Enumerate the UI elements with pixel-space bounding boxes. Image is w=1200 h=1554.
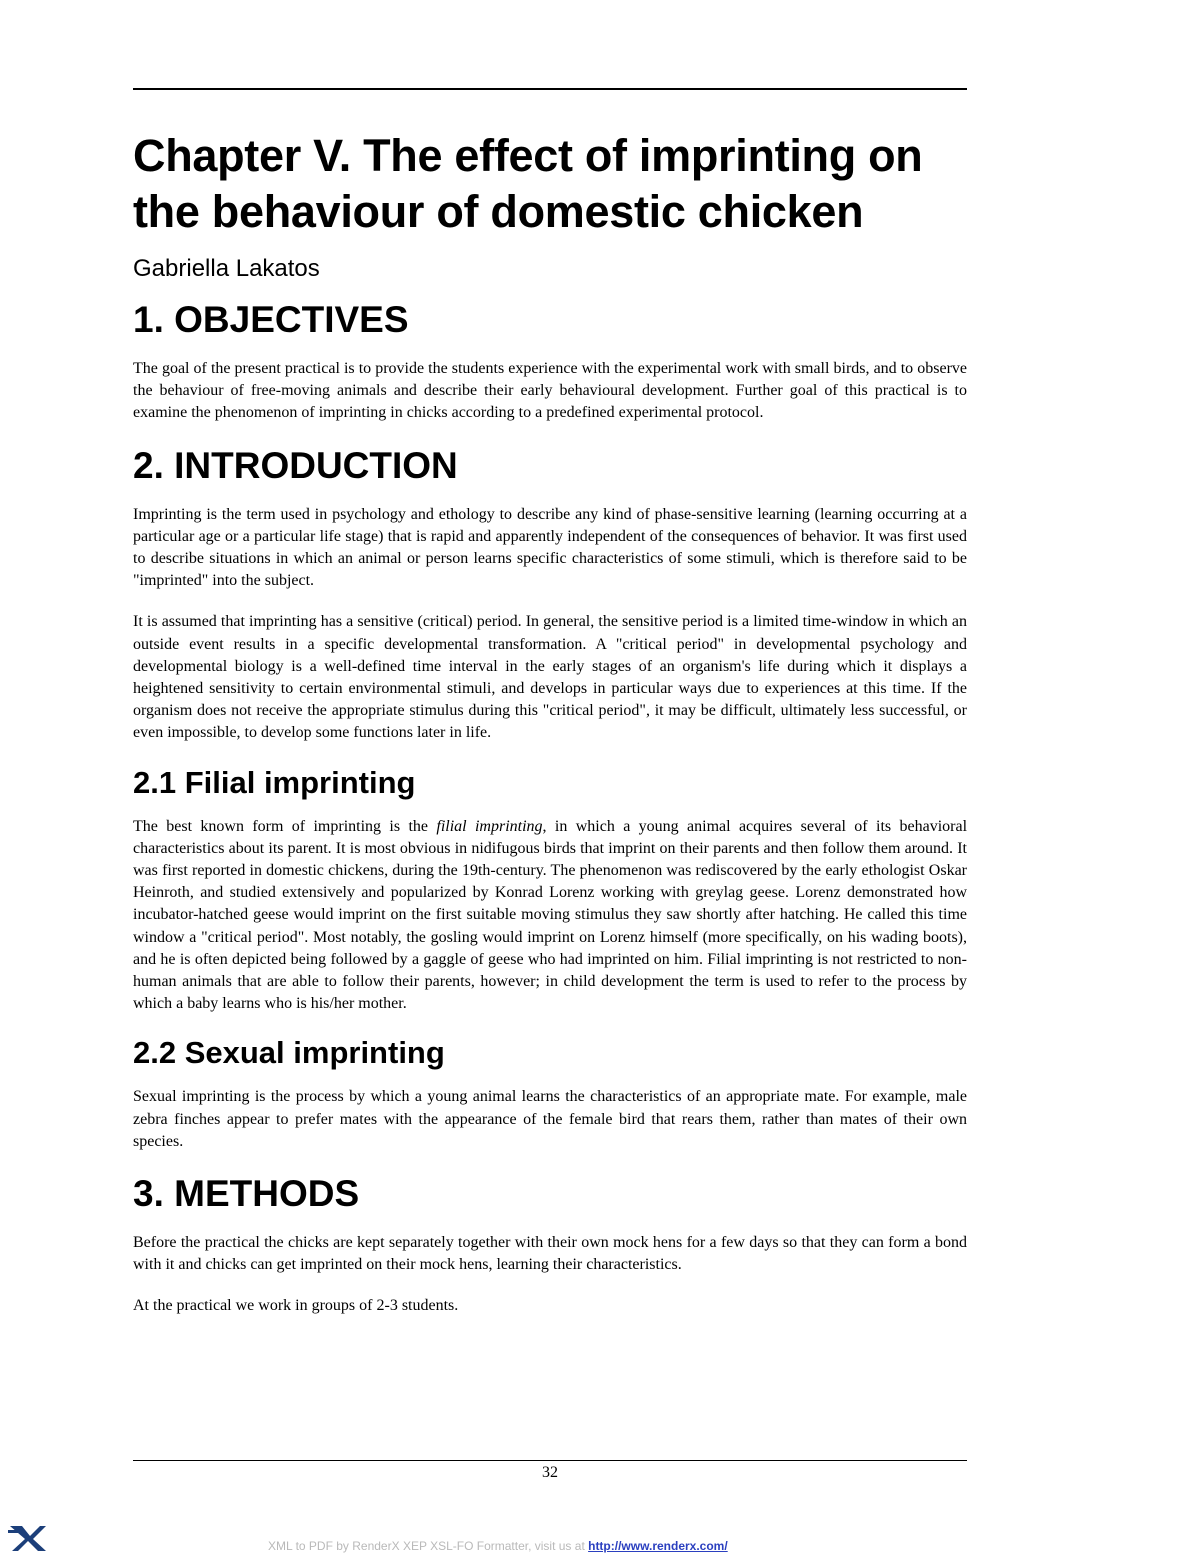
section-methods (133, 1172, 967, 1318)
page-number: 32 (542, 1464, 558, 1481)
paragraph: At the practical we work in groups of 2-3 students. (133, 1297, 459, 1315)
page-content (133, 128, 967, 1337)
text-run: The best known form of imprinting is the (133, 817, 437, 835)
text-run: , in which a young animal acquires several of its behavioral characteristics about its parent. It is most obvious in nidifugous birds that imprint on their parents and then follow them around. It was first reported in domestic chickens, during the 19th-century. The phenomenon was rediscovered by the early ethologist Oskar Heinroth, and studied extensively and popularized by Konrad Lorenz working with greylag geese. Lorenz demonstrated how incubator-hatched geese would imprint on the first suitable moving stimulus they saw shortly after hatching. He called this time window a "critical period". Most notably, the gosling would imprint on Lorenz himself (more specifically, on his wading boots), and he is often depicted being followed by a gaggle of geese who had imprinted on him. Filial imprinting is not restricted to non-human animals that are able to follow their parents, however; in child development the term is used to refer to the process by which a baby learns who is his/her mother. (133, 817, 968, 1013)
paragraph (133, 816, 967, 1016)
chapter-title: Chapter V. The effect of imprinting on the behaviour of domestic chicken (133, 130, 923, 237)
author-name: Gabriella Lakatos (133, 255, 320, 282)
paragraph: Imprinting is the term used in psychology and ethology to describe any kind of phase-sensitive learning (learning occurring at a particular age or a particular life stage) that is rapid and apparently independent of the consequences of behavior. It was first used to describe situations in which an animal or person learns specific characteristics of some stimuli, which is therefore said to be "imprinted" into the subject. (133, 505, 967, 590)
section-filial-imprinting (133, 764, 967, 1016)
paragraph: Sexual imprinting is the process by which a young animal learns the characteristics of an appropriate mate. For example, male zebra finches appear to prefer mates with the appearance of the female bird that rears them, rather than mates of their own species. (133, 1088, 967, 1150)
section-sexual-imprinting (133, 1034, 967, 1153)
footer-rule (133, 1460, 967, 1461)
section-heading-objectives: 1. OBJECTIVES (133, 299, 409, 340)
renderx-logo-icon (8, 1524, 48, 1552)
section-objectives (133, 298, 967, 425)
subsection-heading-sexual: 2.2 Sexual imprinting (133, 1035, 445, 1071)
subsection-heading-filial: 2.1 Filial imprinting (133, 764, 416, 800)
footer-text: XML to PDF by RenderX XEP XSL-FO Formatter, visit us at (268, 1539, 589, 1553)
emphasis-term: filial imprinting (436, 817, 543, 835)
section-introduction (133, 444, 967, 745)
paragraph: It is assumed that imprinting has a sensitive (critical) period. In general, the sensitive period is a limited time-window in which an outside event results in a specific developmental transformation. A "critical period" in developmental psychology and developmental biology is a well-defined time interval in the early stages of an organism's life during which it displays a heightened sensitivity to certain environmental stimuli, and develops in particular ways due to experiences at this time. If the organism does not receive the appropriate stimulus during this "critical period", it may be difficult, ultimately less successful, or even impossible, to develop some functions later in life. (133, 613, 967, 742)
section-heading-methods: 3. METHODS (133, 1173, 360, 1215)
section-heading-introduction: 2. INTRODUCTION (133, 444, 458, 486)
paragraph: The goal of the present practical is to provide the students experience with the experimental work with small birds, and to observe the behaviour of free-moving animals and describe their early behavioural development. Further goal of this practical is to examine the phenomenon of imprinting in chicks according to a predefined experimental protocol. (133, 360, 967, 422)
paragraph: Before the practical the chicks are kept separately together with their own mock hens for a few days so that they can form a bond with it and chicks can get imprinted on their mock hens, learning their characteristics. (133, 1234, 967, 1274)
header-rule (133, 88, 967, 90)
footer-note (268, 1538, 728, 1554)
renderx-link[interactable]: http://www.renderx.com/ (588, 1539, 728, 1553)
